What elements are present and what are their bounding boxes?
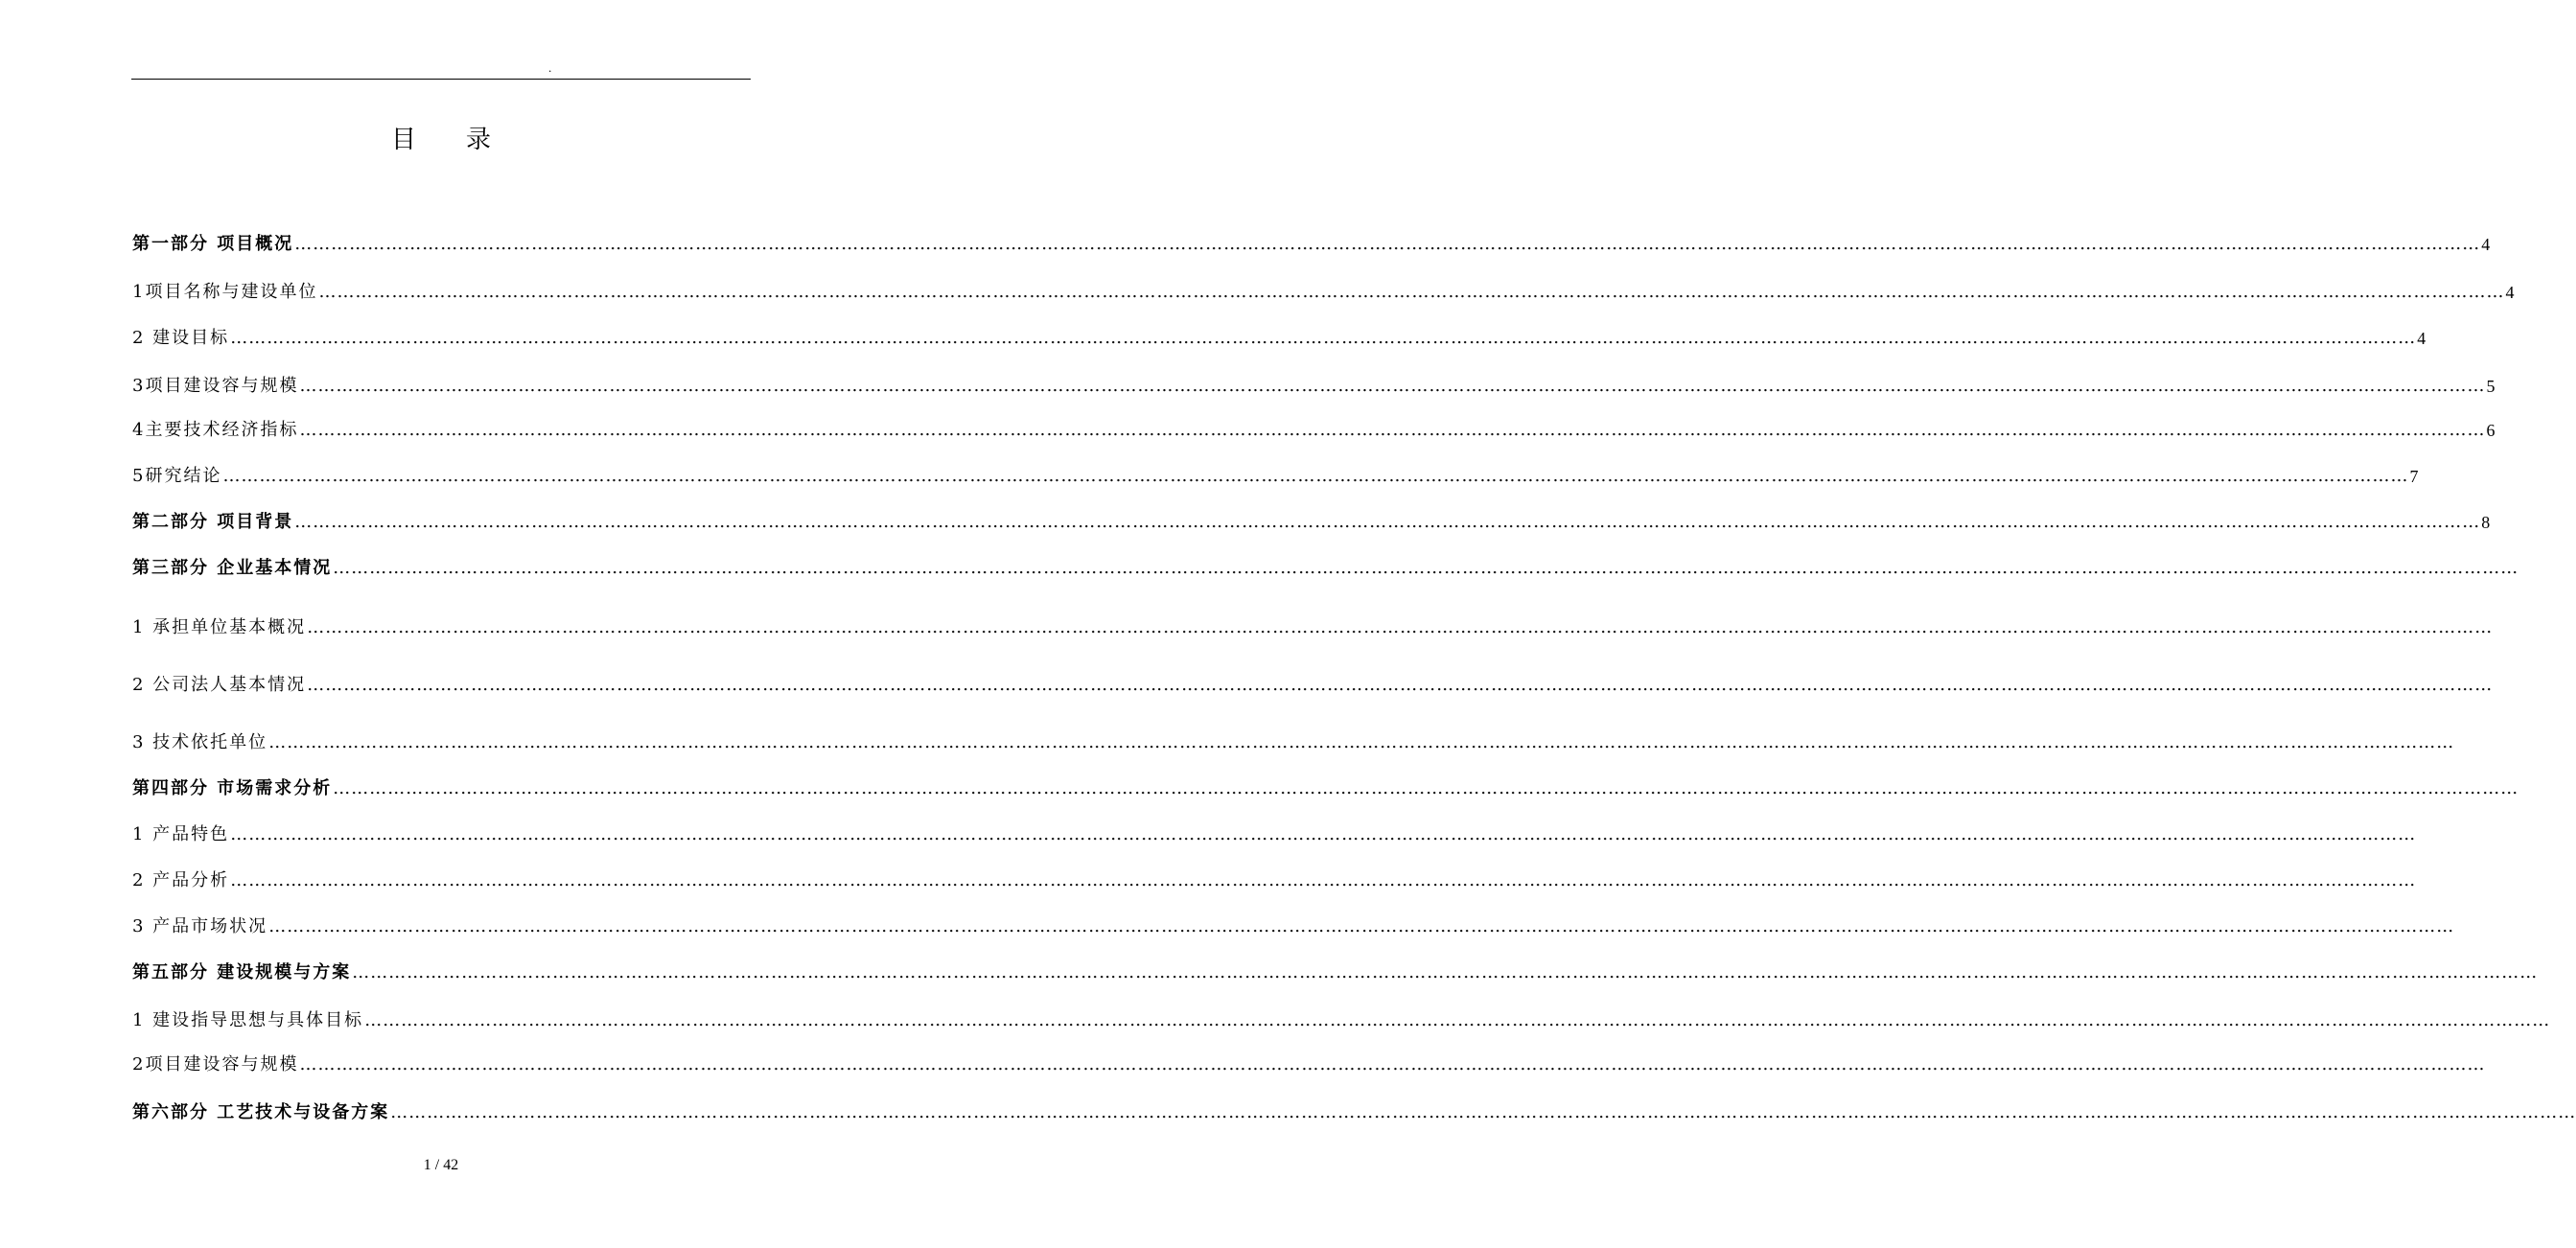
toc-entry-label: 第一部分 项目概况 (132, 234, 294, 254)
toc-entry[interactable] (132, 728, 2455, 755)
toc-dot-leader: ……………………………………………………………………………………………………………………………………………………………………………………………………………………………………………………………………………………………………………………………… (307, 675, 2494, 695)
toc-entry-label: 3项目建设容与规模 (132, 376, 299, 396)
page-indicator: 1 / 42 (423, 1157, 459, 1173)
toc-entry-page-number: 4 (2481, 235, 2491, 254)
toc-entry-page-number: 4 (2417, 329, 2426, 348)
toc-entry-label: 1项目名称与建设单位 (132, 282, 318, 302)
toc-entry-label: 第四部分 市场需求分析 (132, 778, 333, 798)
toc-entry[interactable] (132, 278, 2515, 305)
toc-entry[interactable] (132, 820, 2417, 847)
toc-entry-page-number: 4 (2505, 283, 2515, 302)
toc-entry-page-number: 5 (2486, 377, 2495, 396)
toc-entry[interactable] (132, 867, 2417, 893)
toc-dot-leader: ……………………………………………………………………………………………………………………………………………………………………………………………………………………………………………………………………………………………………………………………… (390, 1102, 2576, 1122)
toc-dot-leader: ……………………………………………………………………………………………………………………………………………………………………………………………………………………………………………………………………………………………………………………………… (222, 466, 2409, 486)
toc-entry[interactable] (132, 230, 2491, 257)
toc-entry[interactable] (132, 416, 2495, 443)
toc-entry-label: 2项目建设容与规模 (132, 1054, 299, 1075)
toc-entry-label: 1 建设指导思想与具体目标 (132, 1010, 364, 1030)
toc-entry-label: 1 产品特色 (132, 824, 230, 844)
toc-entry-label: 第三部分 企业基本情况 (132, 558, 333, 578)
toc-title-char-2: 录 (466, 126, 492, 154)
toc-dot-leader: ……………………………………………………………………………………………………………………………………………………………………………………………………………………………………………………………………………………………………………………………… (333, 778, 2519, 798)
toc-dot-leader: ……………………………………………………………………………………………………………………………………………………………………………………………………………………………………………………………………………………………………………………………… (294, 512, 2481, 532)
toc-entry[interactable] (132, 959, 2539, 985)
toc-dot-leader: ……………………………………………………………………………………………………………………………………………………………………………………………………………………………………………………………………………………………………………………………… (230, 824, 2417, 844)
toc-entry[interactable] (132, 372, 2495, 399)
toc-dot-leader: ……………………………………………………………………………………………………………………………………………………………………………………………………………………………………………………………………………………………………………………………… (230, 870, 2417, 890)
toc-entry-label: 1 承担单位基本概况 (132, 617, 307, 637)
toc-entry-label: 第五部分 建设规模与方案 (132, 962, 352, 982)
toc-dot-leader: ……………………………………………………………………………………………………………………………………………………………………………………………………………………………………………………………………………………………………………………………… (299, 420, 2486, 440)
toc-entry-label: 3 产品市场状况 (132, 916, 268, 936)
toc-entry-label: 2 公司法人基本情况 (132, 675, 307, 695)
toc-entry[interactable] (132, 913, 2455, 939)
toc-dot-leader: ……………………………………………………………………………………………………………………………………………………………………………………………………………………………………………………………………………………………………………………………… (294, 234, 2481, 254)
toc-entry-label: 第六部分 工艺技术与设备方案 (132, 1102, 390, 1122)
toc-entry-label: 2 建设目标 (132, 328, 230, 348)
toc-entry-page-number: 8 (2481, 513, 2491, 532)
toc-entry[interactable] (132, 462, 2419, 489)
toc-entry[interactable] (132, 613, 2494, 640)
toc-dot-leader: ……………………………………………………………………………………………………………………………………………………………………………………………………………………………………………………………………………………………………………………………… (268, 732, 2455, 752)
toc-entry-page-number: 6 (2486, 421, 2495, 440)
toc-dot-leader: ……………………………………………………………………………………………………………………………………………………………………………………………………………………………………………………………………………………………………………………………… (318, 282, 2505, 302)
toc-entry-label: 第二部分 项目背景 (132, 512, 294, 532)
toc-dot-leader: ……………………………………………………………………………………………………………………………………………………………………………………………………………………………………………………………………………………………………………………………… (299, 1054, 2486, 1075)
toc-dot-leader: ……………………………………………………………………………………………………………………………………………………………………………………………………………………………………………………………………………………………………………………………… (333, 558, 2519, 578)
toc-entry[interactable] (132, 1051, 2486, 1077)
toc-dot-leader: ……………………………………………………………………………………………………………………………………………………………………………………………………………………………………………………………………………………………………………………………… (268, 916, 2455, 936)
toc-entry-label: 2 产品分析 (132, 870, 230, 890)
toc-entry[interactable] (132, 554, 2519, 581)
toc-title (0, 123, 882, 157)
toc-entry[interactable] (132, 1098, 2576, 1125)
toc-dot-leader: ……………………………………………………………………………………………………………………………………………………………………………………………………………………………………………………………………………………………………………………………… (299, 376, 2486, 396)
toc-entry-label: 4主要技术经济指标 (132, 420, 299, 440)
toc-entry[interactable] (132, 1006, 2551, 1033)
toc-title-char-1: 目 (390, 126, 416, 154)
toc-entry[interactable] (132, 671, 2494, 698)
toc-dot-leader: ……………………………………………………………………………………………………………………………………………………………………………………………………………………………………………………………………………………………………………………………… (230, 328, 2417, 348)
toc-entry[interactable] (132, 774, 2519, 801)
toc-dot-leader: ……………………………………………………………………………………………………………………………………………………………………………………………………………………………………………………………………………………………………………………………… (307, 617, 2494, 637)
header-rule (131, 79, 751, 80)
toc-entry-page-number: 7 (2409, 467, 2419, 486)
toc-entry-label: 3 技术依托单位 (132, 732, 268, 752)
toc-entry[interactable] (132, 508, 2491, 535)
toc-entry-label: 5研究结论 (132, 466, 222, 486)
toc-dot-leader: ……………………………………………………………………………………………………………………………………………………………………………………………………………………………………………………………………………………………………………………………… (364, 1010, 2551, 1030)
toc-dot-leader: ……………………………………………………………………………………………………………………………………………………………………………………………………………………………………………………………………………………………………………………………… (352, 962, 2539, 982)
toc-entry[interactable] (132, 324, 2426, 351)
header-mark: . (548, 62, 552, 75)
